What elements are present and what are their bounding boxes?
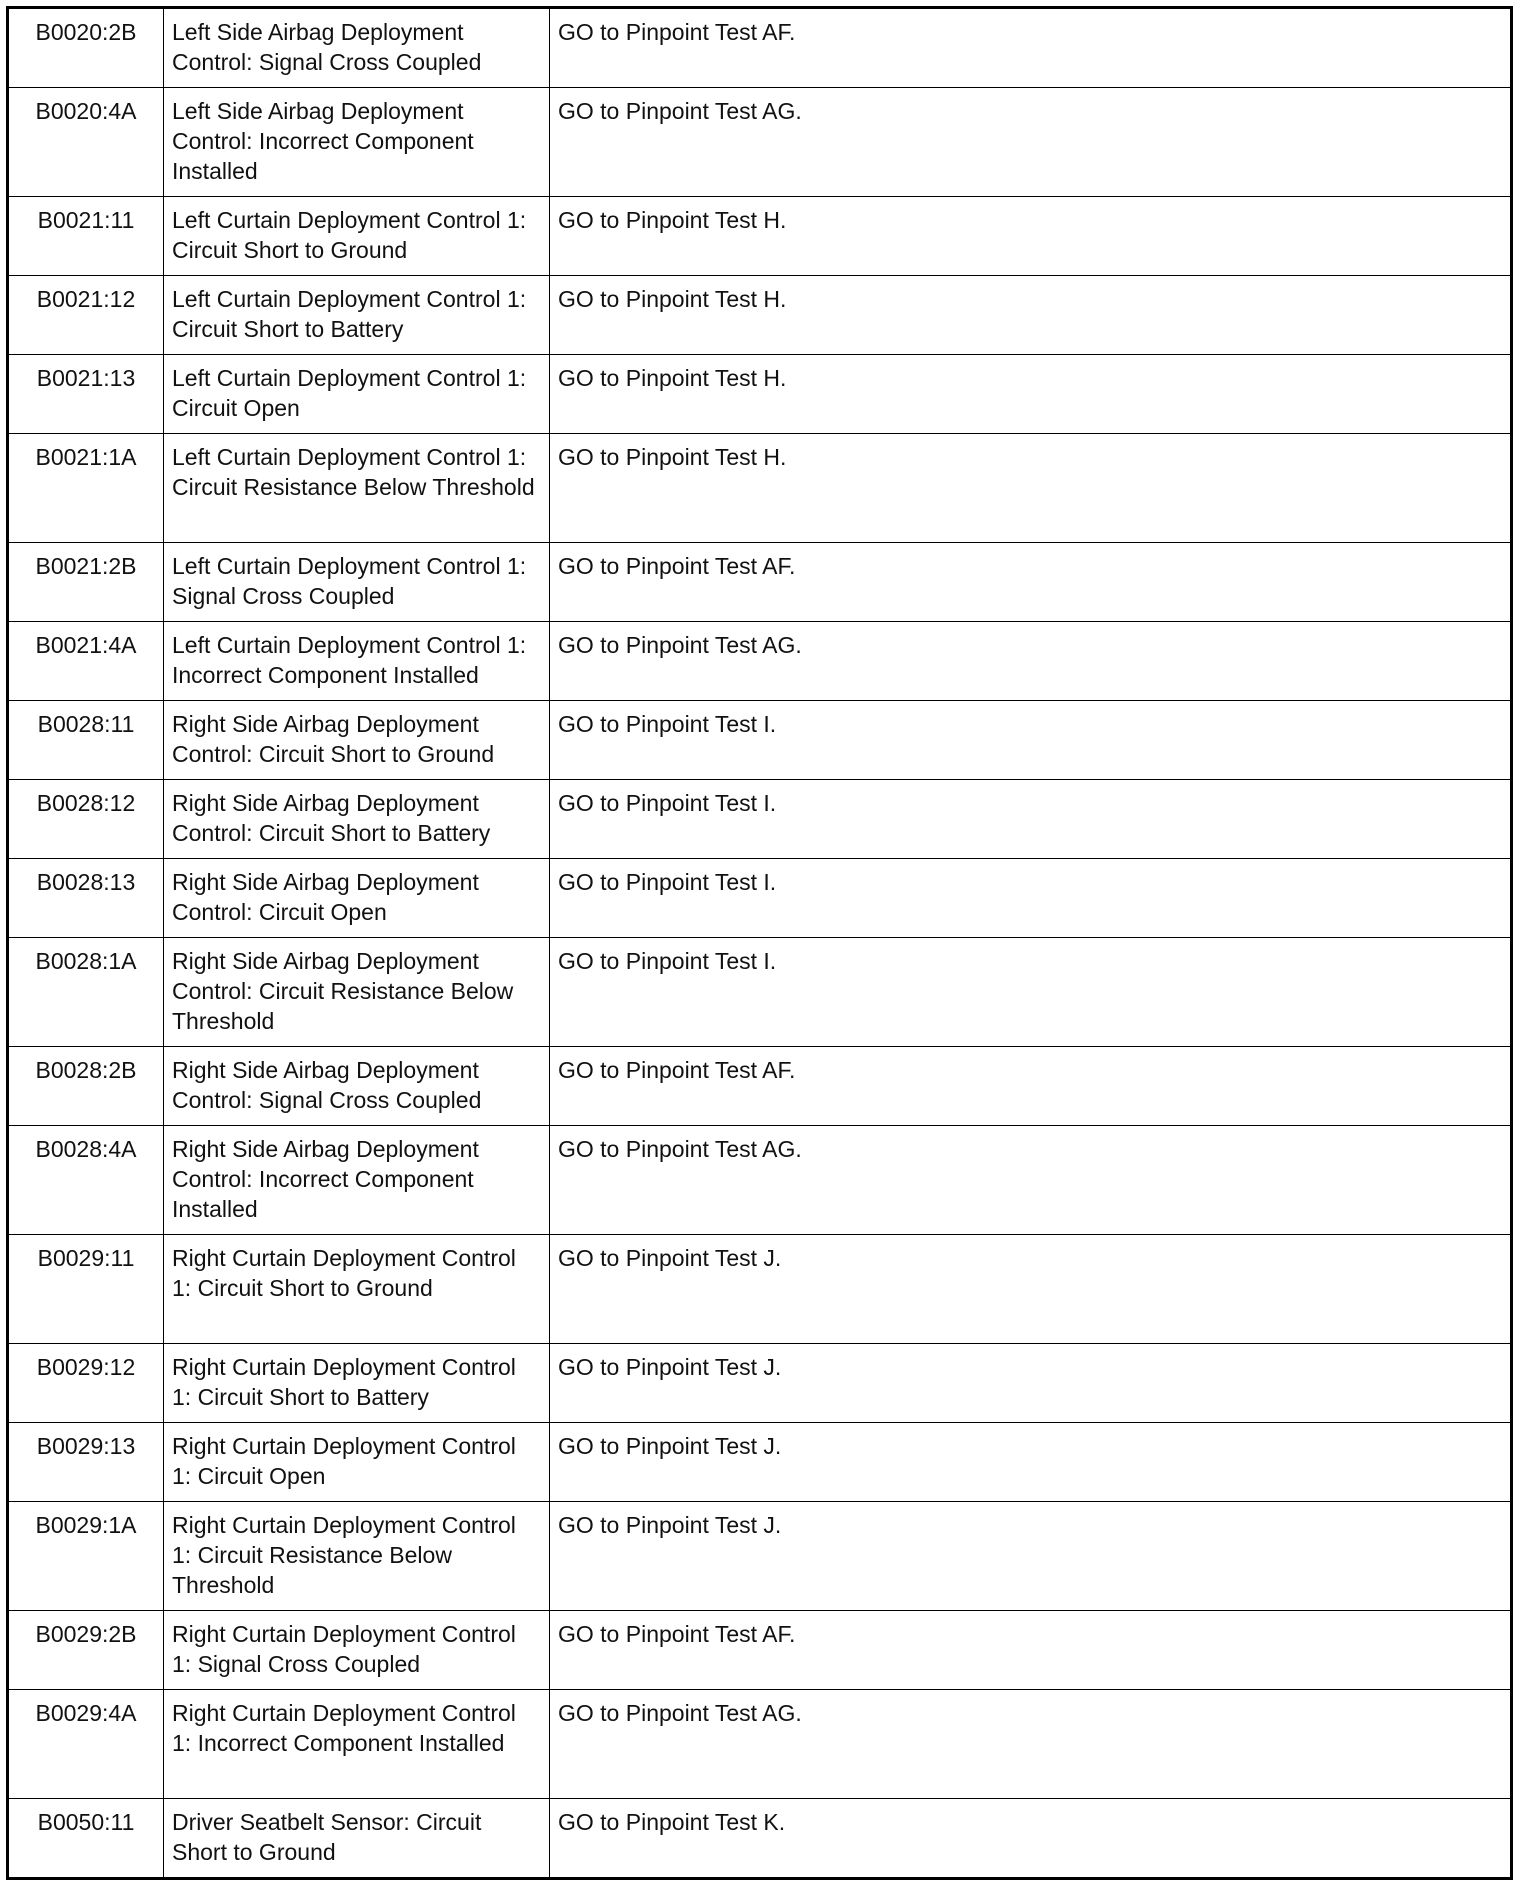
- dtc-description-cell: Right Side Airbag Deployment Control: Incorrect Component Installed: [164, 1126, 550, 1235]
- dtc-code-cell: B0020:4A: [8, 88, 164, 197]
- dtc-code-cell: B0029:13: [8, 1423, 164, 1502]
- dtc-code-cell: B0021:2B: [8, 543, 164, 622]
- dtc-code-cell: B0028:12: [8, 780, 164, 859]
- table-row: [8, 434, 1512, 543]
- table-row: [8, 780, 1512, 859]
- dtc-description-cell: Right Side Airbag Deployment Control: Circuit Open: [164, 859, 550, 938]
- dtc-code-cell: B0029:11: [8, 1235, 164, 1344]
- table-row: [8, 1423, 1512, 1502]
- dtc-action-cell: GO to Pinpoint Test H.: [550, 276, 1512, 355]
- dtc-description-cell: Right Side Airbag Deployment Control: Circuit Short to Battery: [164, 780, 550, 859]
- dtc-description-cell: Left Curtain Deployment Control 1: Circuit Resistance Below Threshold: [164, 434, 550, 543]
- table-row: [8, 938, 1512, 1047]
- dtc-action-cell: GO to Pinpoint Test AG.: [550, 1126, 1512, 1235]
- table-row: [8, 355, 1512, 434]
- dtc-action-cell: GO to Pinpoint Test AF.: [550, 8, 1512, 88]
- dtc-code-cell: B0021:12: [8, 276, 164, 355]
- dtc-action-cell: GO to Pinpoint Test AG.: [550, 622, 1512, 701]
- dtc-code-cell: B0028:2B: [8, 1047, 164, 1126]
- dtc-description-cell: Driver Seatbelt Sensor: Circuit Short to Ground: [164, 1799, 550, 1879]
- dtc-table-body: [8, 8, 1512, 1879]
- dtc-description-cell: Right Curtain Deployment Control 1: Circuit Short to Ground: [164, 1235, 550, 1344]
- dtc-code-cell: B0028:11: [8, 701, 164, 780]
- dtc-description-cell: Left Curtain Deployment Control 1: Incorrect Component Installed: [164, 622, 550, 701]
- dtc-description-cell: Right Curtain Deployment Control 1: Circuit Short to Battery: [164, 1344, 550, 1423]
- table-row: [8, 1047, 1512, 1126]
- dtc-code-cell: B0029:4A: [8, 1690, 164, 1799]
- dtc-description-cell: Right Side Airbag Deployment Control: Signal Cross Coupled: [164, 1047, 550, 1126]
- dtc-action-cell: GO to Pinpoint Test I.: [550, 938, 1512, 1047]
- table-row: [8, 1502, 1512, 1611]
- dtc-description-cell: Right Side Airbag Deployment Control: Circuit Resistance Below Threshold: [164, 938, 550, 1047]
- table-row: [8, 8, 1512, 88]
- dtc-action-cell: GO to Pinpoint Test AG.: [550, 88, 1512, 197]
- table-row: [8, 276, 1512, 355]
- dtc-description-cell: Right Curtain Deployment Control 1: Incorrect Component Installed: [164, 1690, 550, 1799]
- dtc-action-cell: GO to Pinpoint Test J.: [550, 1235, 1512, 1344]
- table-row: [8, 1690, 1512, 1799]
- dtc-table: [6, 6, 1513, 1880]
- dtc-code-cell: B0028:1A: [8, 938, 164, 1047]
- dtc-code-cell: B0028:13: [8, 859, 164, 938]
- dtc-code-cell: B0050:11: [8, 1799, 164, 1879]
- dtc-action-cell: GO to Pinpoint Test I.: [550, 859, 1512, 938]
- dtc-code-cell: B0020:2B: [8, 8, 164, 88]
- dtc-code-cell: B0029:2B: [8, 1611, 164, 1690]
- dtc-action-cell: GO to Pinpoint Test H.: [550, 355, 1512, 434]
- dtc-description-cell: Right Curtain Deployment Control 1: Signal Cross Coupled: [164, 1611, 550, 1690]
- dtc-code-cell: B0028:4A: [8, 1126, 164, 1235]
- dtc-action-cell: GO to Pinpoint Test I.: [550, 780, 1512, 859]
- table-row: [8, 1344, 1512, 1423]
- dtc-action-cell: GO to Pinpoint Test J.: [550, 1502, 1512, 1611]
- table-row: [8, 1235, 1512, 1344]
- table-row: [8, 622, 1512, 701]
- dtc-description-cell: Left Side Airbag Deployment Control: Signal Cross Coupled: [164, 8, 550, 88]
- dtc-code-cell: B0029:1A: [8, 1502, 164, 1611]
- dtc-description-cell: Left Curtain Deployment Control 1: Circuit Short to Ground: [164, 197, 550, 276]
- dtc-action-cell: GO to Pinpoint Test I.: [550, 701, 1512, 780]
- document-page: [6, 6, 1513, 1880]
- dtc-action-cell: GO to Pinpoint Test J.: [550, 1344, 1512, 1423]
- dtc-description-cell: Right Curtain Deployment Control 1: Circuit Resistance Below Threshold: [164, 1502, 550, 1611]
- dtc-action-cell: GO to Pinpoint Test AG.: [550, 1690, 1512, 1799]
- table-row: [8, 88, 1512, 197]
- dtc-description-cell: Left Curtain Deployment Control 1: Circuit Short to Battery: [164, 276, 550, 355]
- table-row: [8, 859, 1512, 938]
- dtc-description-cell: Left Side Airbag Deployment Control: Incorrect Component Installed: [164, 88, 550, 197]
- dtc-action-cell: GO to Pinpoint Test AF.: [550, 543, 1512, 622]
- dtc-code-cell: B0021:4A: [8, 622, 164, 701]
- dtc-action-cell: GO to Pinpoint Test AF.: [550, 1047, 1512, 1126]
- dtc-code-cell: B0021:13: [8, 355, 164, 434]
- dtc-description-cell: Left Curtain Deployment Control 1: Signal Cross Coupled: [164, 543, 550, 622]
- dtc-action-cell: GO to Pinpoint Test K.: [550, 1799, 1512, 1879]
- dtc-description-cell: Left Curtain Deployment Control 1: Circuit Open: [164, 355, 550, 434]
- table-row: [8, 1126, 1512, 1235]
- table-row: [8, 1611, 1512, 1690]
- dtc-description-cell: Right Curtain Deployment Control 1: Circuit Open: [164, 1423, 550, 1502]
- dtc-description-cell: Right Side Airbag Deployment Control: Circuit Short to Ground: [164, 701, 550, 780]
- table-row: [8, 197, 1512, 276]
- table-row: [8, 543, 1512, 622]
- table-row: [8, 1799, 1512, 1879]
- dtc-action-cell: GO to Pinpoint Test H.: [550, 197, 1512, 276]
- dtc-action-cell: GO to Pinpoint Test AF.: [550, 1611, 1512, 1690]
- dtc-code-cell: B0021:11: [8, 197, 164, 276]
- dtc-action-cell: GO to Pinpoint Test H.: [550, 434, 1512, 543]
- dtc-action-cell: GO to Pinpoint Test J.: [550, 1423, 1512, 1502]
- dtc-code-cell: B0029:12: [8, 1344, 164, 1423]
- table-row: [8, 701, 1512, 780]
- dtc-code-cell: B0021:1A: [8, 434, 164, 543]
